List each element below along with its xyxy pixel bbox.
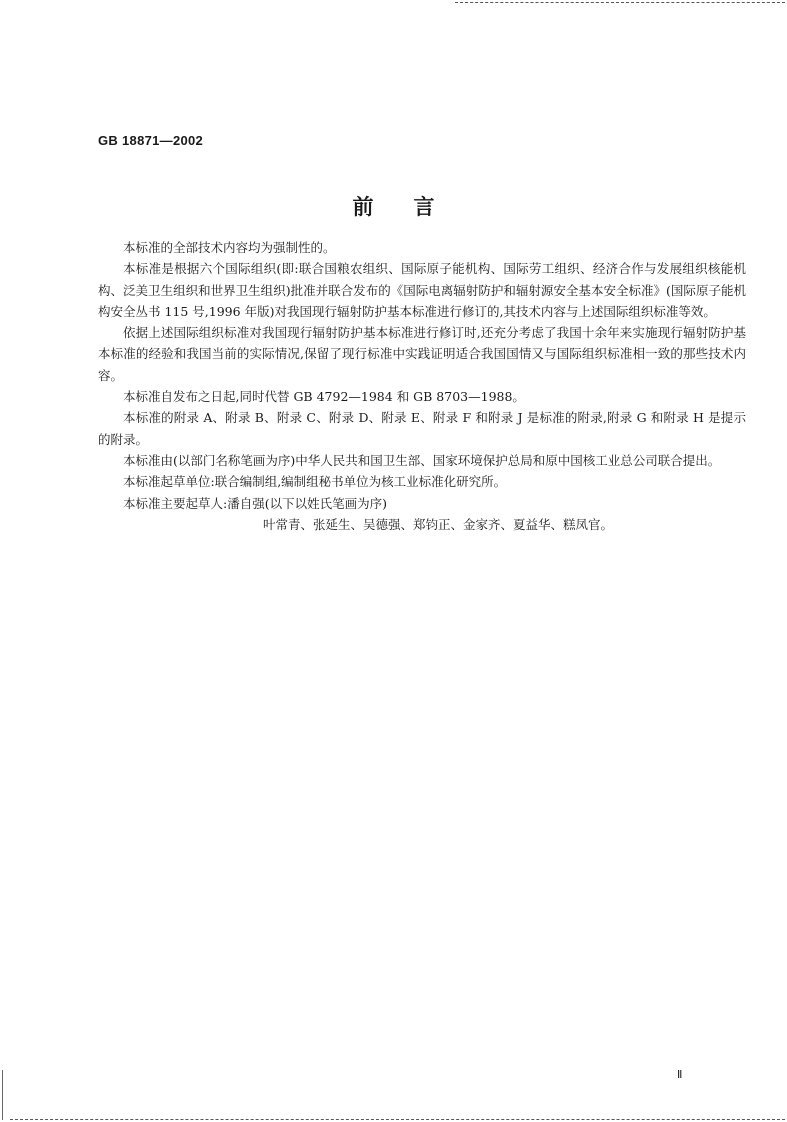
paragraph: 本标准由(以部门名称笔画为序)中华人民共和国卫生部、国家环境保护总局和原中国核工业总公司联合提出。 <box>123 452 721 468</box>
paragraph: 本标准是根据六个国际组织(即:联合国粮农组织、国际原子能机构、国际劳工组织、经济合作与发展组织核能机构、泛美卫生组织和世界卫生组织)批准并联合发布的《国际电离辐射防护和辐射源安全基本安全标准》(国际原子能机构安全丛书 115 号,1996 年版)对我国现行辐射防护基本标准进行修订的,其技术内容与上述国际组织标准等效。 <box>98 261 746 319</box>
scan-edge-mark <box>2 1070 11 1120</box>
page-number: Ⅱ <box>677 1068 683 1081</box>
standard-number: GB 18871—2002 <box>98 133 204 148</box>
paragraph: 本标准起草单位:联合编制组,编制组秘书单位为核工业标准化研究所。 <box>123 474 507 490</box>
paragraph: 依据上述国际组织标准对我国现行辐射防护基本标准进行修订时,还充分考虑了我国十余年来实施现行辐射防护基本标准的经验和我国当前的实际情况,保留了现行标准中实践证明适合我国国情又与国际组织标准相一致的那些技术内容。 <box>98 325 746 383</box>
paragraph: 本标准的附录 A、附录 B、附录 C、附录 D、附录 E、附录 F 和附录 J 是标准的附录,附录 G 和附录 H 是提示的附录。 <box>98 410 746 447</box>
drafter-names: 叶常青、张延生、吴德强、郑钧正、金家齐、夏益华、糕凤官。 <box>263 516 614 532</box>
page-title: 前言 <box>352 194 475 219</box>
paragraph: 本标准主要起草人:潘自强(以下以姓氏笔画为序) <box>123 495 387 511</box>
top-edge-line <box>455 2 785 3</box>
paragraph: 本标准的全部技术内容均为强制性的。 <box>123 240 336 255</box>
paragraph: 本标准自发布之日起,同时代替 GB 4792—1984 和 GB 8703—1988。 <box>123 389 525 405</box>
bottom-edge-line <box>10 1119 785 1120</box>
foreword-body <box>98 237 746 535</box>
